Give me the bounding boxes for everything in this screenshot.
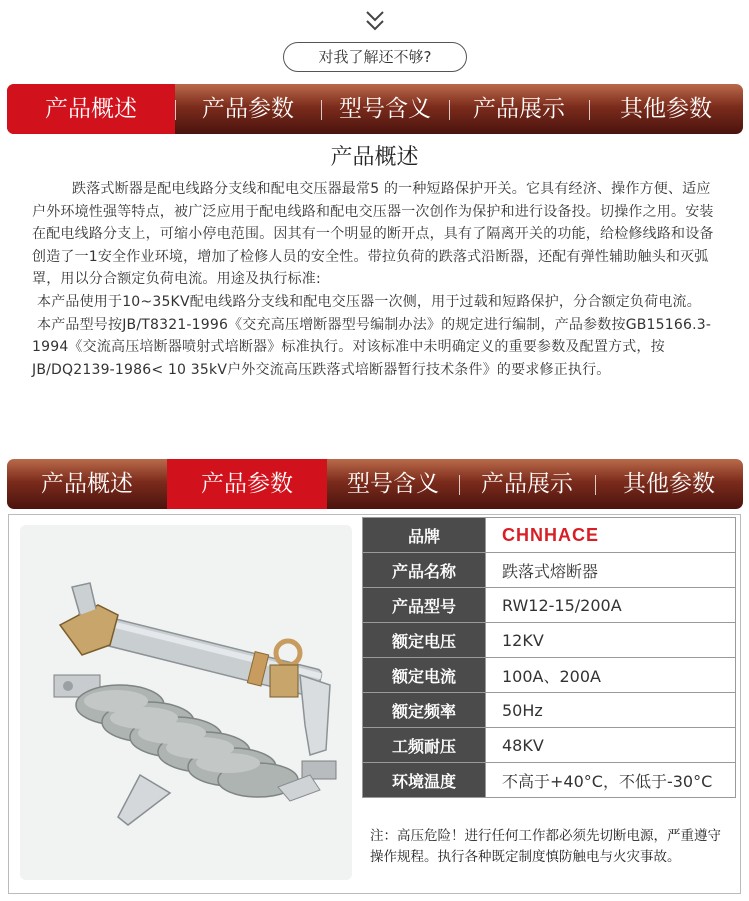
spec-row — [363, 623, 736, 658]
nav-tab-model-meaning[interactable]: 型号含义 — [347, 471, 439, 497]
spec-key: 额定电流 — [363, 658, 486, 693]
spec-row — [363, 693, 736, 728]
product-photo — [20, 525, 352, 880]
overview-paragraph: 本产品型号按JB/T8321-1996《交充高压增断器型号编制办法》的规定进行编制，产品参数按GB15166.3-1994《交流高压培断器喷射式培断器》标准执行。对该标准中未明确定义的重要参数及配置方式，按JB/DQ2139-1986< 10 35kV户外交流高压跌落式培断器暂行技术条件》的要求修正执行。 — [32, 316, 712, 378]
section-nav-params — [7, 459, 743, 509]
nav-tab-other-params[interactable] — [589, 84, 743, 134]
spec-value: 跌落式熔断器 — [486, 553, 736, 588]
nav-tab-parameters[interactable]: 产品参数 — [167, 459, 327, 509]
nav-tab-parameters[interactable] — [175, 84, 321, 134]
nav-tab-label: 产品参数 — [202, 96, 294, 122]
spec-key: 额定频率 — [363, 693, 486, 728]
spec-row — [363, 553, 736, 588]
nav-tab-showcase[interactable] — [449, 84, 589, 134]
spec-value: 12KV — [486, 623, 736, 658]
spec-value: 100A、200A — [486, 658, 736, 693]
nav-tab-overview[interactable]: 产品概述 — [41, 471, 133, 497]
learn-more-pill[interactable]: 对我了解还不够? — [283, 42, 467, 72]
spec-value — [486, 518, 736, 553]
spec-value: 48KV — [486, 728, 736, 763]
brand-logo: CHNHACE — [502, 524, 599, 545]
spec-key: 产品型号 — [363, 588, 486, 623]
spec-value: 不高于+40°C，不低于-30°C — [486, 763, 736, 798]
spec-row — [363, 728, 736, 763]
spec-row-brand — [363, 518, 736, 553]
spec-value: 50Hz — [486, 693, 736, 728]
safety-note: 注：高压危险！进行任何工作都必须先切断电源，严重遵守操作规程。执行各种既定制度慎防触电与火灾事故。 — [370, 828, 721, 865]
section-nav-top — [7, 84, 743, 134]
spec-row — [363, 763, 736, 798]
overview-description — [32, 178, 722, 381]
double-chevron-down-icon — [359, 8, 391, 40]
nav-tab-label: 其他参数 — [623, 471, 715, 497]
overview-paragraph: 跌落式断器是配电线路分支线和配电交压器最常5 的一种短路保护开关。它具有经济、操作方便、适应户外环境性强等特点，被广泛应用于配电线路和配电交压器一次创作为保护和进行设备投。切操作之用。安装在配电线路分支上，可缩小停电范围。因其有一个明显的断开点，具有了隔离开关的功能，给检修线路和设备创造了一1安全作业环境，增加了检修人员的安全性。带拉负荷的跌落式沿断器，还配有弹性辅助触头和灭弧罩，用以分合额定负荷电流。用途及执行标准: — [32, 181, 714, 288]
spec-value: RW12-15/200A — [486, 588, 736, 623]
nav-tab-label: 产品展示 — [481, 471, 573, 497]
spec-row — [363, 658, 736, 693]
nav-tab-label: 型号含义 — [339, 96, 431, 122]
overview-paragraph: 本产品使用于10~35KV配电线路分支线和配电交压器一次侧，用于过载和短路保护，分合额定负荷电流。 — [37, 293, 701, 310]
spec-row — [363, 588, 736, 623]
spec-key: 环境温度 — [363, 763, 486, 798]
spec-key: 工频耐压 — [363, 728, 486, 763]
spec-key: 品牌 — [363, 518, 486, 553]
nav-tab-label: 产品展示 — [473, 96, 565, 122]
nav-tab-label: 其他参数 — [620, 96, 712, 122]
nav-tab-other-params[interactable] — [595, 459, 743, 509]
spec-key: 额定电压 — [363, 623, 486, 658]
spec-table — [362, 517, 736, 798]
spec-key: 产品名称 — [363, 553, 486, 588]
nav-tab-showcase[interactable] — [459, 459, 595, 509]
fuse-illustration — [20, 525, 352, 880]
nav-tab-model-meaning[interactable] — [321, 84, 449, 134]
nav-tab-overview[interactable]: 产品概述 — [7, 84, 175, 134]
overview-title: 产品概述 — [330, 145, 419, 170]
